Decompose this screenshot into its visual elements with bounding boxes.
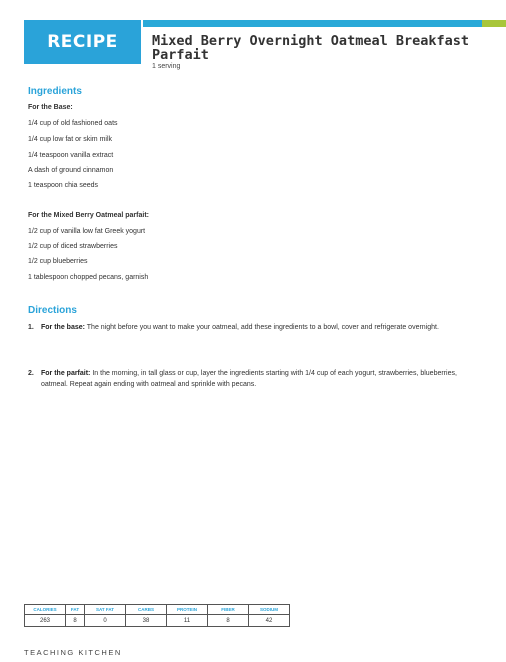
step-number: 1. — [28, 324, 34, 331]
header-bar — [143, 20, 506, 27]
nutrition-value: 0 — [85, 615, 126, 627]
recipe-badge: RECIPE — [24, 20, 141, 64]
nutrition-value: 38 — [126, 615, 167, 627]
nutrition-header: SAT FAT — [85, 605, 126, 615]
ingredient-item: A dash of ground cinnamon — [28, 167, 114, 174]
nutrition-value-row — [25, 615, 290, 627]
nutrition-value: 263 — [25, 615, 66, 627]
header-accent — [482, 20, 506, 27]
nutrition-header: SODIUM — [249, 605, 290, 615]
ingredient-item: 1/4 cup of old fashioned oats — [28, 120, 118, 127]
footer-brand: TEACHING KITCHEN — [24, 648, 122, 657]
step-text: The night before you want to make your oatmeal, add these ingredients to a bowl, cover and refrigerate overnight. — [84, 324, 439, 331]
nutrition-value: 8 — [66, 615, 85, 627]
nutrition-header: FAT — [66, 605, 85, 615]
ingredient-item: 1 teaspoon chia seeds — [28, 182, 99, 189]
nutrition-header-row — [25, 605, 290, 615]
ingredient-item: 1/2 cup blueberries — [28, 258, 88, 265]
nutrition-value: 8 — [208, 615, 249, 627]
nutrition-value: 42 — [249, 615, 290, 627]
step-label: For the parfait: — [41, 370, 91, 377]
nutrition-value: 11 — [167, 615, 208, 627]
ingredient-item: 1/4 teaspoon vanilla extract — [28, 152, 114, 159]
base-heading: For the Base: — [28, 104, 73, 111]
step-number: 2. — [28, 370, 34, 377]
nutrition-header: CALORIES — [25, 605, 66, 615]
ingredient-item: 1 tablespoon chopped pecans, garnish — [28, 274, 149, 281]
ingredient-item: 1/2 cup of diced strawberries — [28, 243, 118, 250]
recipe-title: Mixed Berry Overnight Oatmeal Breakfast Parfait — [152, 33, 469, 63]
nutrition-table — [24, 604, 290, 627]
ingredient-item: 1/4 cup low fat or skim milk — [28, 136, 113, 143]
serving-size: 1 serving — [152, 63, 181, 70]
directions-heading: Directions — [28, 305, 77, 316]
direction-step — [28, 368, 468, 390]
step-text: In the morning, in tall glass or cup, layer the ingredients starting with 1/4 cup of each yogurt, strawberries, blueberries, oatmeal. Repeat again ending with oatmeal and sprinkle with pecans. — [41, 370, 457, 388]
direction-step — [28, 322, 468, 333]
ingredient-item: 1/2 cup of vanilla low fat Greek yogurt — [28, 228, 146, 235]
parfait-heading: For the Mixed Berry Oatmeal parfait: — [28, 212, 149, 219]
nutrition-header: PROTEIN — [167, 605, 208, 615]
step-label: For the base: — [41, 324, 85, 331]
nutrition-header: CARBS — [126, 605, 167, 615]
nutrition-header: FIBER — [208, 605, 249, 615]
ingredients-heading: Ingredients — [28, 86, 82, 97]
